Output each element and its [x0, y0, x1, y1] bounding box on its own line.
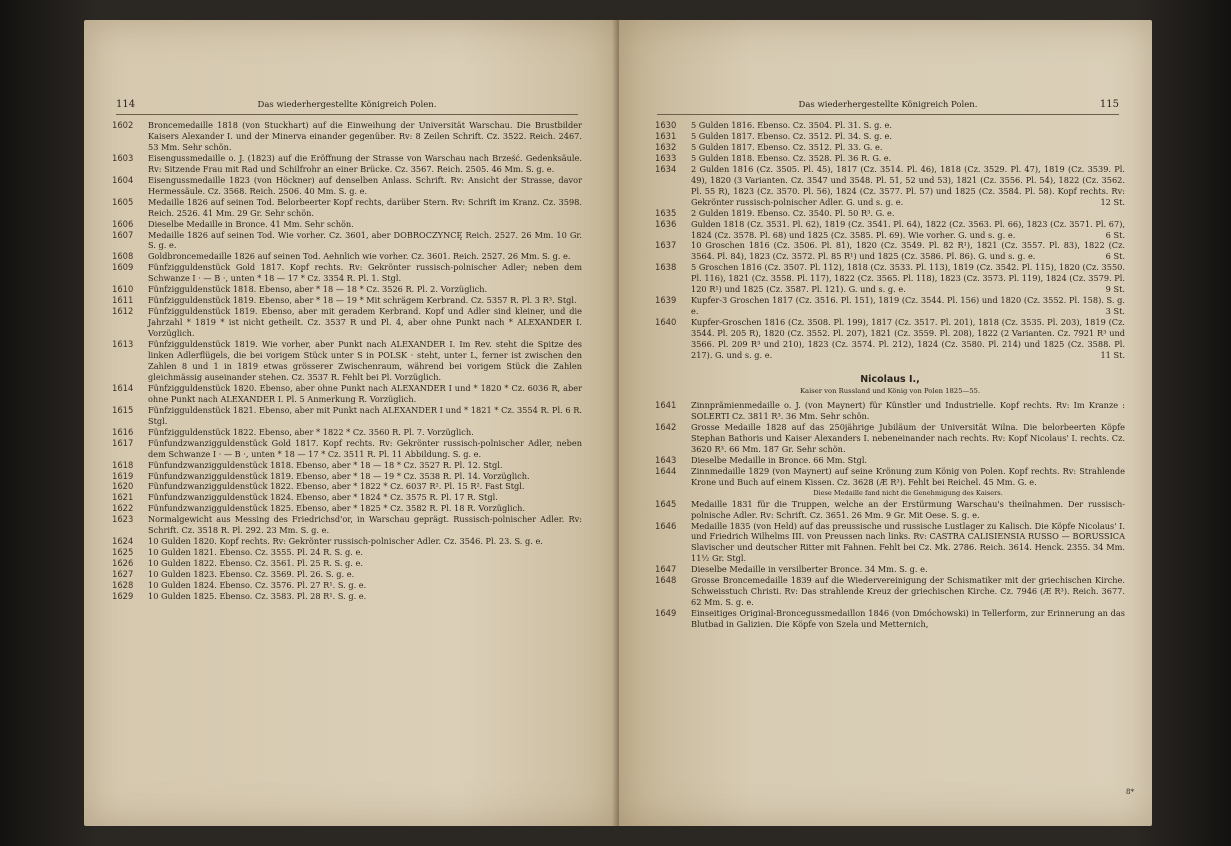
catalog-entry [112, 514, 582, 536]
catalog-entry [112, 197, 582, 219]
left-column [112, 120, 582, 602]
entry-number: 1636 [655, 218, 677, 229]
catalog-entry [112, 471, 582, 482]
catalog-entry [112, 591, 582, 602]
catalog-entry [655, 295, 1125, 317]
catalog-entry [655, 142, 1125, 153]
running-head: Das wiederhergestellte Königreich Polen. [798, 100, 978, 110]
entry-count: 6 St. [1105, 229, 1125, 240]
catalog-entry [112, 460, 582, 471]
entry-text: 10 Gulden 1825. Ebenso. Cz. 3583. Pl. 28 R¹. S. g. e. [148, 590, 367, 601]
entry-number: 1606 [112, 218, 134, 229]
catalog-entry [655, 131, 1125, 142]
entry-text: Fünfzigguldenstück 1819. Ebenso, aber * 18 — 19 * Mit schrägem Kerbrand. Cz. 5357 R. Pl. 3 R³. Stgl. [148, 295, 577, 306]
entry-number: 1646 [655, 520, 677, 531]
entry-number: 1645 [655, 498, 677, 509]
entry-list [655, 400, 1125, 488]
entry-text: 10 Gulden 1822. Ebenso. Cz. 3561. Pl. 25 R. S. g. e. [148, 558, 363, 569]
entry-number: 1609 [112, 262, 134, 273]
entry-number: 1630 [655, 120, 677, 130]
entry-text: Zinnprämienmedaille o. J. (von Maynert) für Künstler und Industrielle. Kopf rechts. Rv: Im Kranze : SOLERTI Cz. 3811 R³. 36 Mm. Sehr schön. [691, 399, 1125, 421]
entry-number: 1605 [112, 196, 134, 207]
section-subtitle: Kaiser von Russland und König von Polen 1825—55. [799, 386, 981, 395]
entry-number: 1604 [112, 174, 134, 185]
entry-number: 1616 [112, 426, 134, 437]
header-rule [657, 114, 1119, 115]
entry-number: 1617 [112, 437, 134, 448]
entry-text: 5 Gulden 1817. Ebenso. Cz. 3512. Pl. 33. G. e. [691, 141, 883, 152]
header-rule [116, 114, 578, 115]
entry-number: 1639 [655, 295, 677, 306]
entry-count: 11 St. [1100, 350, 1125, 361]
catalog-entry [112, 405, 582, 427]
catalog-entry [655, 455, 1125, 466]
entry-number: 1644 [655, 465, 677, 476]
entry-number: 1608 [112, 251, 134, 262]
catalog-entry [655, 422, 1125, 455]
right-page-header [657, 98, 1119, 112]
entry-text: Fünfzigguldenstück 1820. Ebenso, aber ohne Punkt nach ALEXANDER I und * 1820 * Cz. 6036 R, aber ohne Punkt nach ALEXANDER I. Pl. 5 Anmerkung R. Vorzüglich. [148, 382, 582, 404]
entry-number: 1648 [655, 575, 677, 586]
entry-text: 10 Gulden 1820. Kopf rechts. Rv: Gekrönter russisch-polnischer Adler. Cz. 3546. Pl. 23. S. g. e. [148, 536, 543, 547]
catalog-entry [112, 306, 582, 339]
entry-text: 5 Gulden 1818. Ebenso. Cz. 3528. Pl. 36 R. G. e. [691, 152, 892, 163]
entry-number: 1618 [112, 459, 134, 470]
entry-text: Goldbroncemedaille 1826 auf seinen Tod. Aehnlich wie vorher. Cz. 3601. Reich. 2527. 26 Mm. S. g. e. [148, 251, 571, 262]
signature-mark: 8* [1126, 788, 1134, 796]
section-title: Nicolaus I., [860, 373, 920, 385]
entry-number: 1637 [655, 240, 677, 251]
catalog-entry [112, 262, 582, 284]
entry-text: Fünfzigguldenstück 1819. Wie vorher, aber Punkt nach ALEXANDER I. Im Rev. steht die Spitze des linken Adlerflügels, die bei vorigem Stück unter S in POLSK · steht, unter L, ferner ist zwischen den Zahlen 8 und 1 in 1819 etwas grösserer Zwischenraum, während bei vorigem Stück die Zahlen gleichmässig auseinander stehen. Cz. 3537 R. Fehlt bei Pl. Vorzüglich. [148, 339, 582, 382]
catalog-entry [112, 438, 582, 460]
entry-number: 1631 [655, 130, 677, 141]
entry-count: 12 St. [1100, 196, 1125, 207]
entry-text: Einseitiges Original-Broncegussmedaillon 1846 (von Dmóchowski) in Tellerform, zur Erinnerung an das Blutbad in Galizien. Die Köpfe von Szela und Metternich, [691, 608, 1125, 630]
page-number: 114 [116, 99, 136, 110]
entry-number: 1638 [655, 262, 677, 273]
catalog-entry [655, 219, 1125, 241]
entry-number: 1607 [112, 229, 134, 240]
catalog-entry [112, 284, 582, 295]
entry-text: Fünfzigguldenstück 1818. Ebenso, aber * 18 — 18 * Cz. 3526 R. Pl. 2. Vorzüglich. [148, 284, 488, 295]
catalog-entry [655, 575, 1125, 608]
entry-number: 1628 [112, 580, 134, 591]
entry-number: 1635 [655, 207, 677, 218]
entry-number: 1622 [112, 503, 134, 514]
entry-text: 10 Gulden 1823. Ebenso. Cz. 3569. Pl. 26. S. g. e. [148, 569, 355, 580]
catalog-entry [112, 547, 582, 558]
catalog-entry [655, 564, 1125, 575]
entry-text: Fünfundzwanzigguldenstück 1819. Ebenso, aber * 18 — 19 * Cz. 3538 R. Pl. 14. Vorzüglich. [148, 470, 530, 481]
catalog-entry [655, 400, 1125, 422]
entry-text: Kupfer-Groschen 1816 (Cz. 3508. Pl. 199), 1817 (Cz. 3517. Pl. 201), 1818 (Cz. 3535. Pl. 203), 1819 (Cz. 3544. Pl. 205 R), 1820 (Cz. 3552. Pl. 207), 1821 (Cz. 3559. Pl. 208), 1822 (2 Varianten. Cz. 7921 R³ und 3566. Pl. 209 R³ und 210), 1823 (Cz. 3574. Pl. 212), 1824 (Cz. 3580. Pl. 214) und 1825 (Cz. 3588. Pl. 217). G. und s. g. e. 11 St. [691, 317, 1125, 361]
entry-text: 10 Gulden 1824. Ebenso. Cz. 3576. Pl. 27 R¹. S. g. e. [148, 580, 367, 591]
catalog-entry [112, 295, 582, 306]
catalog-entry [112, 251, 582, 262]
catalog-entry [112, 427, 582, 438]
entry-text: Fünfundzwanzigguldenstück 1824. Ebenso, aber * 1824 * Cz. 3575 R. Pl. 17 R. Stgl. [148, 492, 498, 503]
catalog-entry [112, 230, 582, 252]
entry-count: 3 St. [1105, 306, 1125, 317]
entry-number: 1632 [655, 141, 677, 152]
right-column [655, 120, 1125, 630]
catalog-entry [112, 481, 582, 492]
footnote: Diese Medaille fand nicht die Genehmigung des Kaisers. [813, 488, 1003, 497]
entry-text: 5 Gulden 1816. Ebenso. Cz. 3504. Pl. 31. S. g. e. [691, 120, 892, 130]
entry-number: 1641 [655, 399, 677, 410]
catalog-entry [112, 339, 582, 383]
entry-number: 1621 [112, 492, 134, 503]
catalog-entry [655, 208, 1125, 219]
entry-number: 1615 [112, 404, 134, 415]
page-number: 115 [1099, 99, 1119, 110]
entry-number: 1643 [655, 454, 677, 465]
left-page-header [116, 98, 578, 112]
entry-text: Broncemedaille 1818 (von Stuckhart) auf die Einweihung der Universität Warschau. Die Brustbilder Kaisers Alexander I. und der Minerva einander gegenüber. Rv: 8 Zeilen Schrift. Cz. 3522. Reich. 2467. 53 Mm. Sehr schön. [148, 120, 582, 152]
entry-text: 10 Groschen 1816 (Cz. 3506. Pl. 81), 1820 (Cz. 3549. Pl. 82 R¹), 1821 (Cz. 3557. Pl. 83), 1822 (Cz. 3564. Pl. 84), 1823 (Cz. 3572. Pl. 85 R¹) und 1825 (Cz. 3586. Pl. 86). G. und s. g. e. 6 St. [691, 240, 1125, 262]
entry-text: Normalgewicht aus Messing des Friedrichsd'or, in Warschau geprägt. Russisch-polnischer Adler. Rv: Schrift. Cz. 3518 R. Pl. 292. 23 Mm. S. g. e. [148, 514, 582, 536]
catalog-entry [112, 558, 582, 569]
entry-text: Zinnmedaille 1829 (von Maynert) auf seine Krönung zum König von Polen. Kopf rechts. Rv: Strahlende Krone und Buch auf einem Kissen. Cz. 3628 (Æ R³). Fehlt bei Reichel. 45 Mm. G. e. [691, 465, 1125, 487]
entry-number: 1610 [112, 284, 134, 295]
entry-text: Grosse Medaille 1828 auf das 250jährige Jubiläum der Universität Wilna. Die belorbeerten Köpfe Stephan Bathoris und Kaiser Alexanders I. nebeneinander nach rechts. Rv: Kopf Nicolaus' I. rechts. Cz. 3620 R³. 66 Mm. 187 Gr. Sehr schön. [691, 421, 1125, 454]
entry-number: 1623 [112, 514, 134, 525]
catalog-entry [655, 240, 1125, 262]
catalog-entry [112, 153, 582, 175]
entry-text: 2 Gulden 1816 (Cz. 3505. Pl. 45), 1817 (Cz. 3514. Pl. 46), 1818 (Cz. 3529. Pl. 47), 1819 (Cz. 3539. Pl. 49), 1820 (3 Varianten. Cz. 3547 und 3548. Pl. 51, 52 und 53), 1821 (Cz. 3556. Pl. 54), 1822 (Cz. 3562. Pl. 55 R), 1823 (Cz. 3570. Pl. 56), 1824 (Cz. 3577. Pl. 57) und 1825 (Cz. 3584. Pl. 58). Kopf rechts. Rv: Gekrönter russisch-polnischer Adler. G. und s. g. e. 12 St. [691, 163, 1125, 207]
entry-count: 9 St. [1105, 284, 1125, 295]
entry-text: Kupfer-3 Groschen 1817 (Cz. 3516. Pl. 151), 1819 (Cz. 3544. Pl. 156) und 1820 (Cz. 3552. Pl. 158). S. g. e. 3 St. [691, 295, 1125, 317]
entry-text: Medaille 1831 für die Truppen, welche an der Erstürmung Warschau's theilnahmen. Der russisch-polnische Adler. Rv: Schrift. Cz. 3651. 26 Mm. 9 Gr. Mit Oese. S. g. e. [691, 498, 1125, 520]
entry-text: Fünfundzwanzigguldenstück 1825. Ebenso, aber * 1825 * Cz. 3582 R. Pl. 18 R. Vorzüglich. [148, 503, 525, 514]
entry-number: 1613 [112, 339, 134, 350]
catalog-entry [112, 569, 582, 580]
entry-number: 1629 [112, 590, 134, 601]
entry-text: Eisengussmedaille o. J. (1823) auf die Eröffnung der Strasse von Warschau nach Brześć. Gedenksäule. Rv: Sitzende Frau mit Rad und Schilfrohr an einer Brücke. Cz. 3567. Reich. 2505. 46 Mm. S. g. e. [148, 152, 582, 174]
entry-number: 1624 [112, 536, 134, 547]
entry-text: 5 Gulden 1817. Ebenso. Cz. 3512. Pl. 34. S. g. e. [691, 130, 892, 141]
entry-number: 1625 [112, 547, 134, 558]
entry-text: Fünfzigguldenstück 1819. Ebenso, aber mit geradem Kerbrand. Kopf und Adler sind kleiner, und die Jahrzahl * 1819 * ist nicht getheilt. Cz. 3537 R und Pl. 4, aber ohne Punkt nach * ALEXANDER I. Vorzüglich. [148, 306, 582, 339]
catalog-entry [655, 262, 1125, 295]
entry-text: Grosse Broncemedaille 1839 auf die Wiedervereinigung der Schismatiker mit der griechischen Kirche. Schweisstuch Christi. Rv: Das strahlende Kreuz der griechischen Kirche. Cz. 7946 (Æ R³). Reich. 3677. 62 Mm. S. g. e. [691, 575, 1125, 608]
running-head: Das wiederhergestellte Königreich Polen. [257, 100, 437, 110]
catalog-entry [112, 120, 582, 153]
entry-count: 6 St. [1105, 251, 1125, 262]
catalog-entry [112, 503, 582, 514]
entry-number: 1619 [112, 470, 134, 481]
catalog-entry [655, 499, 1125, 521]
catalog-entry [112, 492, 582, 503]
entry-text: Medaille 1835 (von Held) auf das preussische und russische Lustlager zu Kalisch. Die Köpfe Nicolaus' I. und Friedrich Wilhelms III. von Preussen nach links. Rv: CASTRA CALISIENSIA RUSSO — BORUSSICA Slavischer und deutscher Ritter mit Fahnen. Fehlt bei Cz. Mk. 2786. Reich. 3614. Henck. 2355. 34 Mm. 11½ Gr. Stgl. [691, 520, 1125, 564]
entry-number: 1620 [112, 481, 134, 492]
entry-text: Gulden 1818 (Cz. 3531. Pl. 62), 1819 (Cz. 3541. Pl. 64), 1822 (Cz. 3563. Pl. 66), 1823 (Cz. 3571. Pl. 67), 1824 (Cz. 3578. Pl. 68) und 1825 (Cz. 3585. Pl. 69). Wie vorher. G. und s. g. e. 6 St. [691, 218, 1125, 240]
entry-number: 1627 [112, 569, 134, 580]
catalog-entry [112, 536, 582, 547]
entry-list [655, 499, 1125, 630]
left-page [84, 20, 619, 826]
catalog-entry [112, 580, 582, 591]
entry-number: 1626 [112, 558, 134, 569]
catalog-entry [112, 175, 582, 197]
catalog-entry [112, 219, 582, 230]
entry-number: 1642 [655, 421, 677, 432]
entry-number: 1612 [112, 306, 134, 317]
entry-number: 1602 [112, 120, 134, 130]
entry-text: Medaille 1826 auf seinen Tod. Belorbeerter Kopf rechts, darüber Stern. Rv: Schrift im Kranz. Cz. 3598. Reich. 2526. 41 Mm. 29 Gr. Sehr schön. [148, 196, 582, 218]
entry-number: 1640 [655, 317, 677, 328]
entry-text: Fünfzigguldenstück 1821. Ebenso, aber mit Punkt nach ALEXANDER I und * 1821 * Cz. 3554 R. Pl. 6 R. Stgl. [148, 404, 582, 426]
entry-text: Fünfzigguldenstück 1822. Ebenso, aber * 1822 * Cz. 3560 R. Pl. 7. Vorzüglich. [148, 426, 474, 437]
entry-text: Fünfundzwanzigguldenstück 1818. Ebenso, aber * 18 — 18 * Cz. 3527 R. Pl. 12. Stgl. [148, 459, 503, 470]
entry-text: Fünfzigguldenstück Gold 1817. Kopf rechts. Rv: Gekrönter russisch-polnischer Adler; neben dem Schwanze I · — B ·, unten * 18 — 17 * Cz. 3354 R. Pl. 1. Stgl. [148, 262, 582, 284]
entry-number: 1611 [112, 295, 134, 306]
entry-text: Fünfundzwanzigguldenstück 1822. Ebenso, aber * 1822 * Cz. 6037 R². Pl. 15 R². Fast Stgl. [148, 481, 525, 492]
catalog-entry [655, 521, 1125, 565]
catalog-entry [655, 608, 1125, 630]
entry-number: 1634 [655, 163, 677, 174]
catalog-entry [655, 120, 1125, 131]
entry-text: Eisengussmedaille 1823 (von Höckner) auf denselben Anlass. Schrift. Rv: Ansicht der Strasse, davor Hermessäule. Cz. 3568. Reich. 2506. 40 Mm. S. g. e. [148, 174, 582, 196]
entry-number: 1603 [112, 152, 134, 163]
entry-text: 5 Groschen 1816 (Cz. 3507. Pl. 112), 1818 (Cz. 3533. Pl. 113), 1819 (Cz. 3542. Pl. 115), 1820 (Cz. 3550. Pl. 116), 1821 (Cz. 3558. Pl. 117), 1822 (Cz. 3565. Pl. 118), 1823 (Cz. 3573. Pl. 119), 1824 (Cz. 3579. Pl. 120 R¹) und 1825 (Cz. 3587. Pl. 121). G. und s. g. e. 9 St. [691, 262, 1126, 295]
catalog-entry [655, 164, 1125, 208]
entry-text: Dieselbe Medaille in Bronce. 66 Mm. Stgl. [691, 454, 868, 465]
entry-list [655, 120, 1125, 361]
catalog-entry [655, 317, 1125, 361]
entry-number: 1633 [655, 152, 677, 163]
entry-text: Fünfundzwanzigguldenstück Gold 1817. Kopf rechts. Rv: Gekrönter russisch-polnischer Adler, neben dem Schwanze I · — B ·, unten * 18 — 17 * Cz. 3511 R. Pl. 11 Abbildung. S. g. e. [148, 437, 582, 459]
entry-number: 1649 [655, 608, 677, 619]
catalog-entry [112, 383, 582, 405]
catalog-entry [655, 466, 1125, 488]
entry-text: 10 Gulden 1821. Ebenso. Cz. 3555. Pl. 24 R. S. g. e. [148, 547, 363, 558]
entry-number: 1647 [655, 564, 677, 575]
entry-text: Medaille 1826 auf seinen Tod. Wie vorher. Cz. 3601, aber DOBROCZYNCĘ Reich. 2527. 26 Mm. 10 Gr. S. g. e. [148, 229, 582, 251]
entry-text: Dieselbe Medaille in Bronce. 41 Mm. Sehr schön. [148, 218, 354, 229]
entry-text: Dieselbe Medaille in versilberter Bronce. 34 Mm. S. g. e. [691, 564, 928, 575]
section-heading [655, 373, 1125, 396]
right-page [619, 20, 1152, 826]
entry-text: 2 Gulden 1819. Ebenso. Cz. 3540. Pl. 50 R³. G. e. [691, 207, 895, 218]
entry-number: 1614 [112, 382, 134, 393]
catalog-entry [655, 153, 1125, 164]
